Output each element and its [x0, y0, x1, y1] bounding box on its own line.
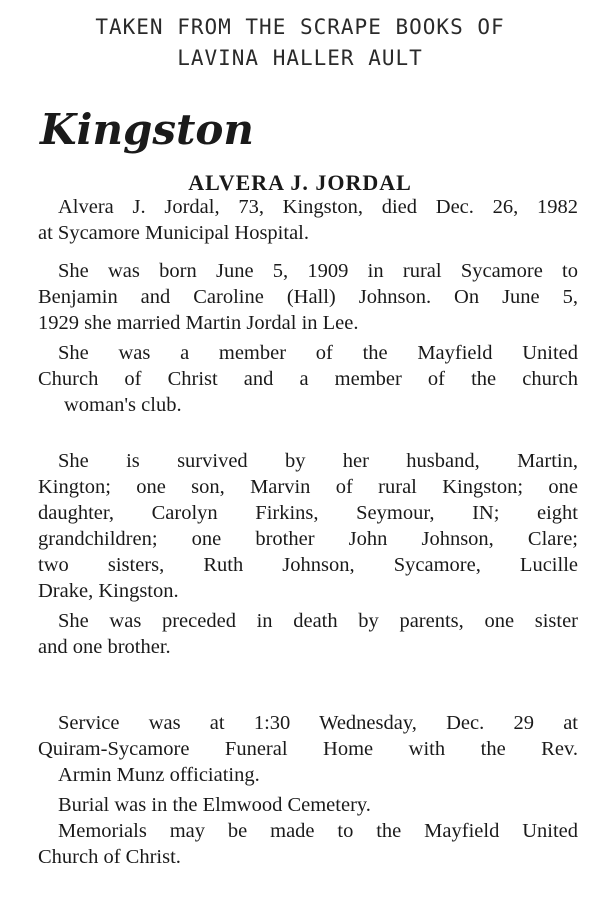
obituary-line: Drake, Kingston. [38, 580, 179, 602]
obituary-line: at Sycamore Municipal Hospital. [38, 222, 309, 244]
obituary-line: 1929 she married Martin Jordal in Lee. [38, 312, 359, 334]
obituary-line: grandchildren; one brother John Johnson, Clare; [38, 528, 578, 550]
obituary-line: She was a member of the Mayfield United [58, 342, 578, 364]
header-line-1: TAKEN FROM THE SCRAPE BOOKS OF [95, 15, 505, 39]
header-line-2: LAVINA HALLER AULT [177, 46, 423, 70]
obituary-name: ALVERA J. JORDAL [188, 170, 412, 195]
obituary-line: Burial was in the Elmwood Cemetery. [58, 794, 371, 816]
section-title: Kingston [40, 105, 254, 154]
obituary-line: Alvera J. Jordal, 73, Kingston, died Dec. 26, 1982 [58, 196, 578, 218]
obituary-line: Armin Munz officiating. [58, 764, 260, 786]
obituary-line: Quiram-Sycamore Funeral Home with the Rev. [38, 738, 578, 760]
obituary-line: Benjamin and Caroline (Hall) Johnson. On June 5, [38, 286, 578, 308]
obituary-line: woman's club. [64, 394, 182, 416]
obituary-line: She was born June 5, 1909 in rural Sycamore to [58, 260, 578, 282]
obituary-line: daughter, Carolyn Firkins, Seymour, IN; eight [38, 502, 578, 524]
obituary-line: She is survived by her husband, Martin, [58, 450, 578, 472]
obituary-line: Kington; one son, Marvin of rural Kingston; one [38, 476, 578, 498]
obituary-line: two sisters, Ruth Johnson, Sycamore, Lucille [38, 554, 578, 576]
obituary-line: Church of Christ and a member of the church [38, 368, 578, 390]
obituary-line: Church of Christ. [38, 846, 181, 868]
obituary-line: She was preceded in death by parents, one sister [58, 610, 578, 632]
obituary-line: and one brother. [38, 636, 171, 658]
obituary-line: Memorials may be made to the Mayfield United [58, 820, 578, 842]
obituary-line: Service was at 1:30 Wednesday, Dec. 29 at [58, 712, 578, 734]
